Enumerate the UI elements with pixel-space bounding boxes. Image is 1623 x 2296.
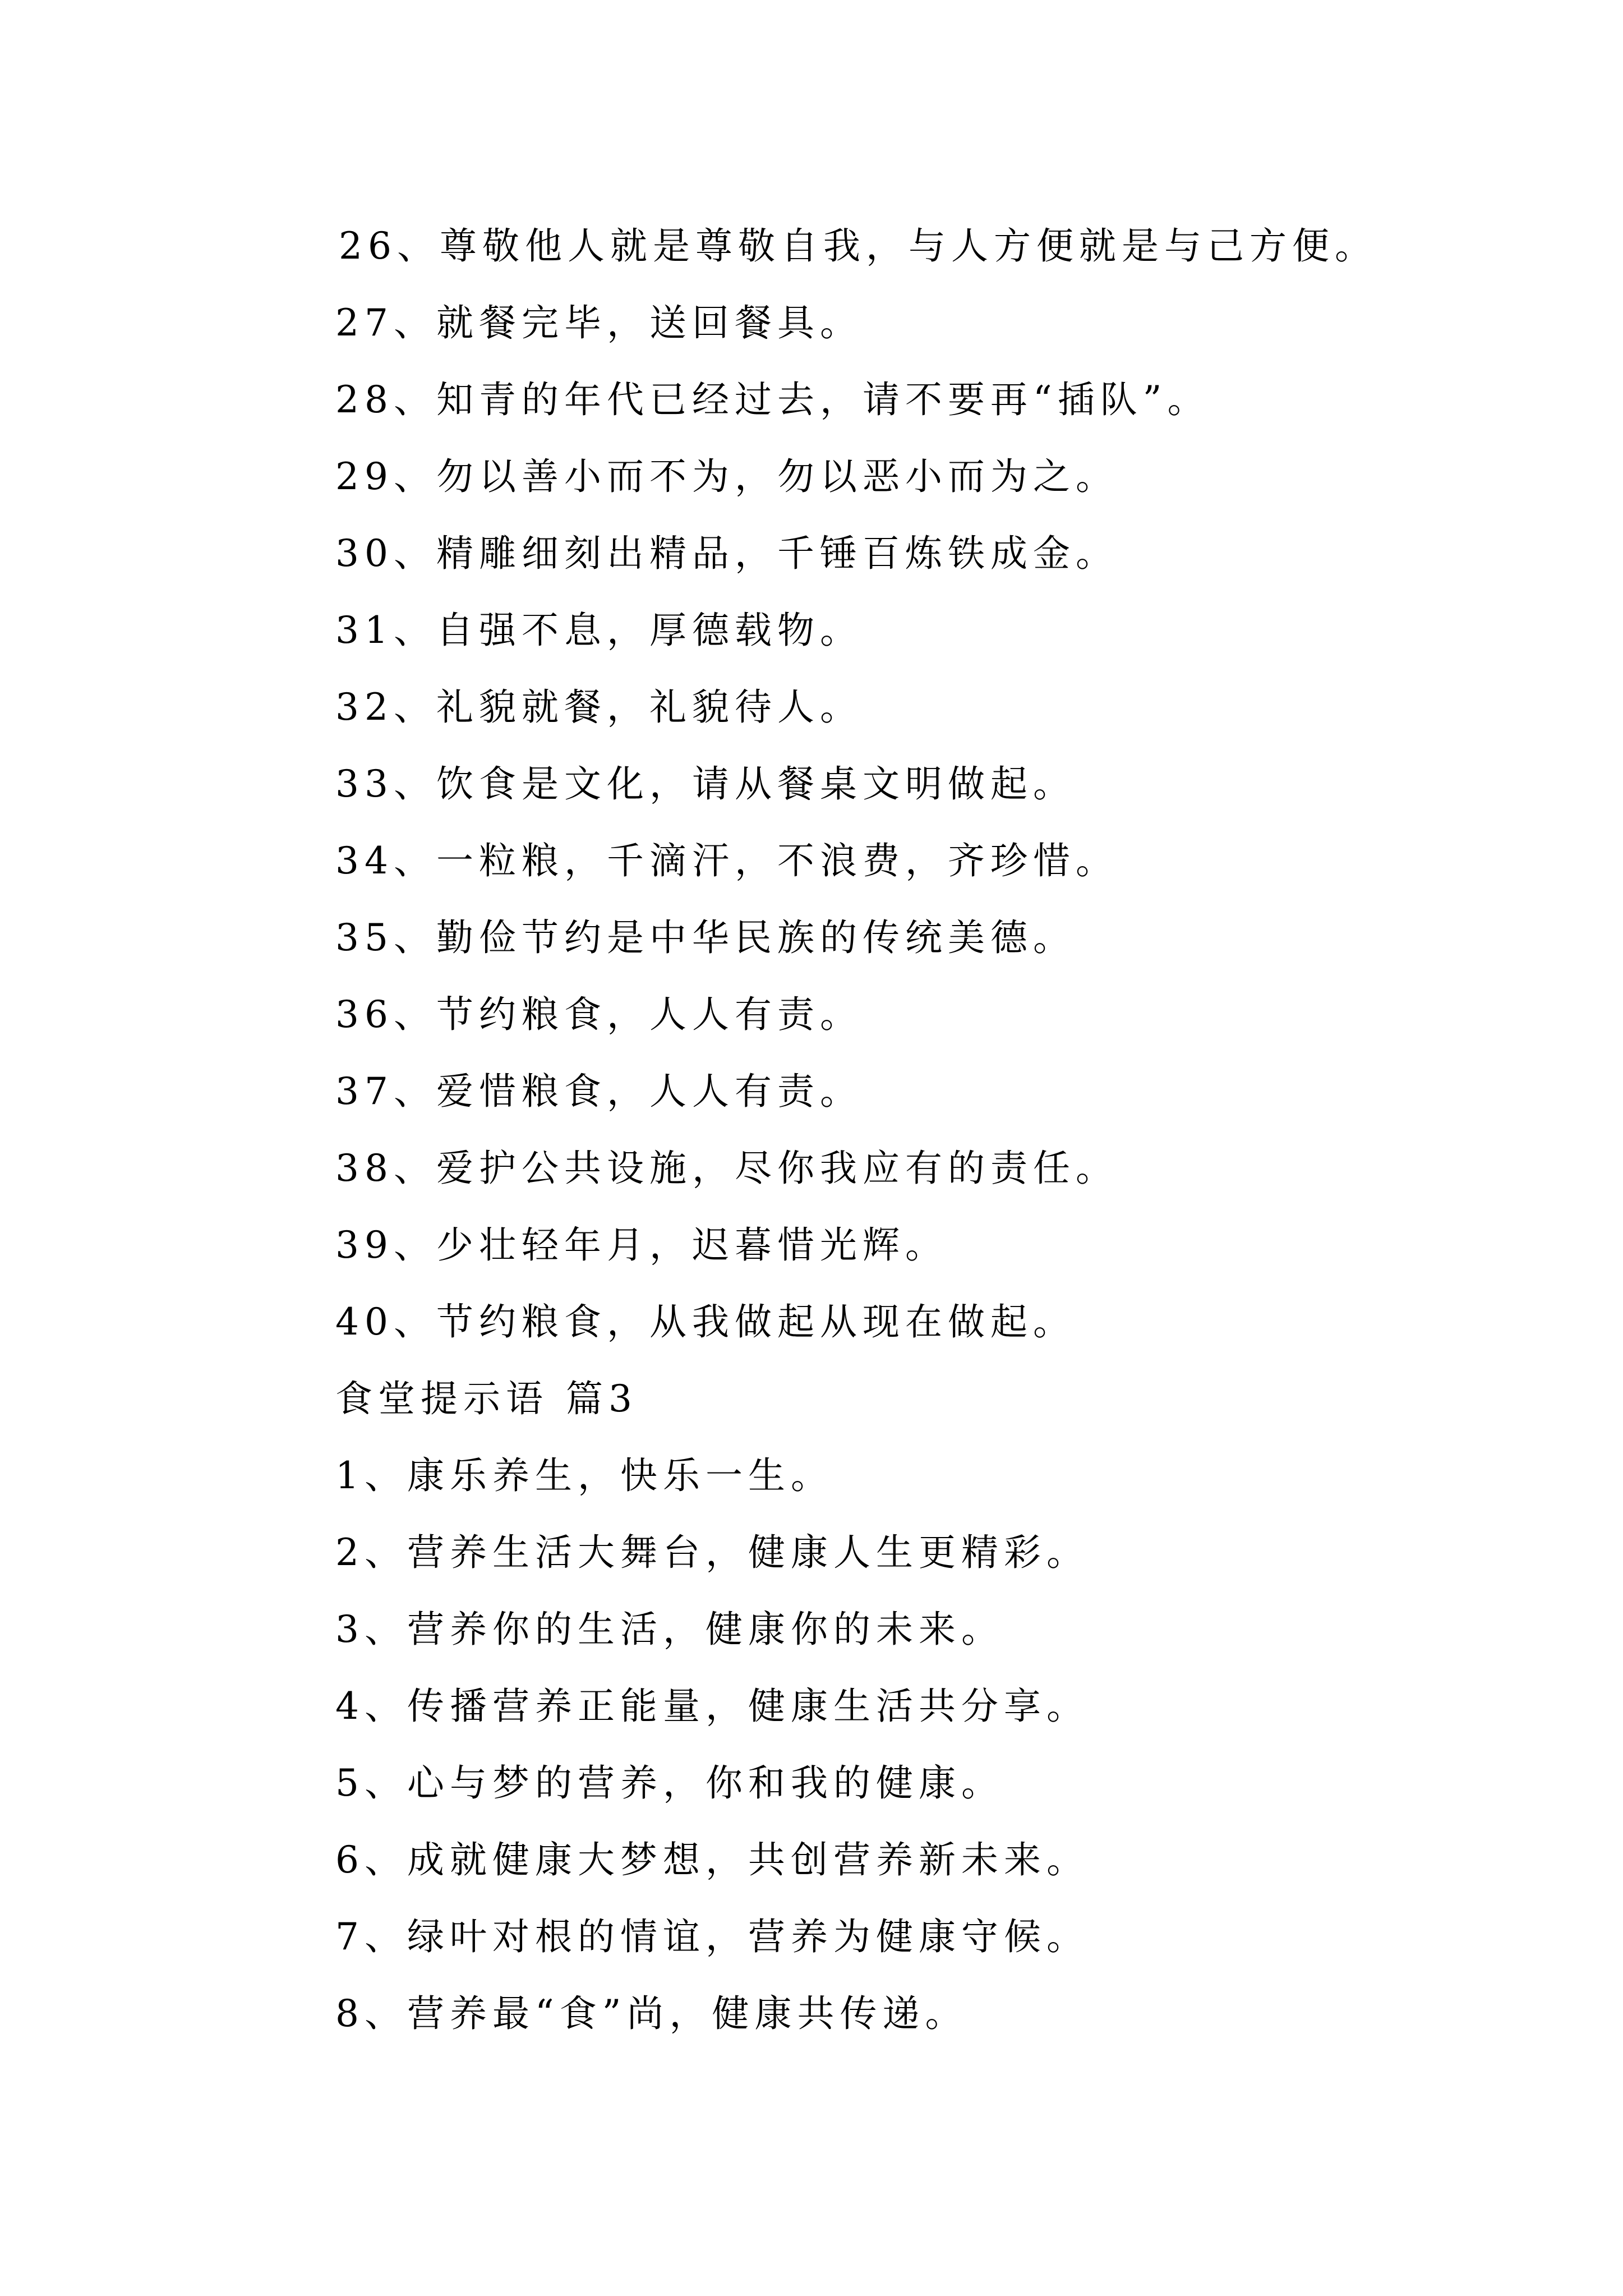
list-item: 29、勿以善小而不为，勿以恶小而为之。: [335, 455, 1118, 498]
list-item: 35、勤俭节约是中华民族的传统美德。: [335, 916, 1076, 959]
list-item: 37、爱惜粮食，人人有责。: [335, 1070, 863, 1113]
list-item: 27、就餐完毕，送回餐具。: [335, 301, 863, 344]
list-item: 38、爱护公共设施，尽你我应有的责任。: [335, 1147, 1118, 1190]
list-item: 6、成就健康大梦想，共创营养新未来。: [335, 1838, 1089, 1881]
list-item: 39、少壮轻年月，迟暮惜光辉。: [335, 1223, 948, 1267]
list-item: 7、绿叶对根的情谊，营养为健康守候。: [335, 1915, 1089, 1958]
list-item: 28、知青的年代已经过去，请不要再“插队”。: [335, 378, 1210, 421]
list-item: 4、传播营养正能量，健康生活共分享。: [335, 1685, 1089, 1728]
list-item: 26、尊敬他人就是尊敬自我，与人方便就是与己方便。: [339, 224, 1377, 268]
list-item: 33、饮食是文化，请从餐桌文明做起。: [335, 762, 1076, 806]
list-item: 3、营养你的生活，健康你的未来。: [335, 1608, 1004, 1651]
list-item: 40、节约粮食，从我做起从现在做起。: [335, 1300, 1076, 1343]
list-item: 30、精雕细刻出精品，千锤百炼铁成金。: [335, 532, 1118, 575]
list-item: 5、心与梦的营养，你和我的健康。: [335, 1761, 1004, 1805]
list-item: 2、营养生活大舞台，健康人生更精彩。: [335, 1531, 1089, 1574]
text-body: [335, 208, 1569, 2052]
list-item: 36、节约粮食，人人有责。: [335, 993, 863, 1036]
list-item: 1、康乐养生，快乐一生。: [335, 1454, 833, 1497]
list-item: 8、营养最“食”尚，健康共传递。: [335, 1992, 968, 2035]
list-item: 34、一粒粮，千滴汗，不浪费，齐珍惜。: [335, 839, 1118, 882]
list-item: 31、自强不息，厚德载物。: [335, 609, 863, 652]
section-heading: 食堂提示语 篇3: [335, 1377, 638, 1420]
list-item: 32、礼貌就餐，礼貌待人。: [335, 685, 863, 729]
